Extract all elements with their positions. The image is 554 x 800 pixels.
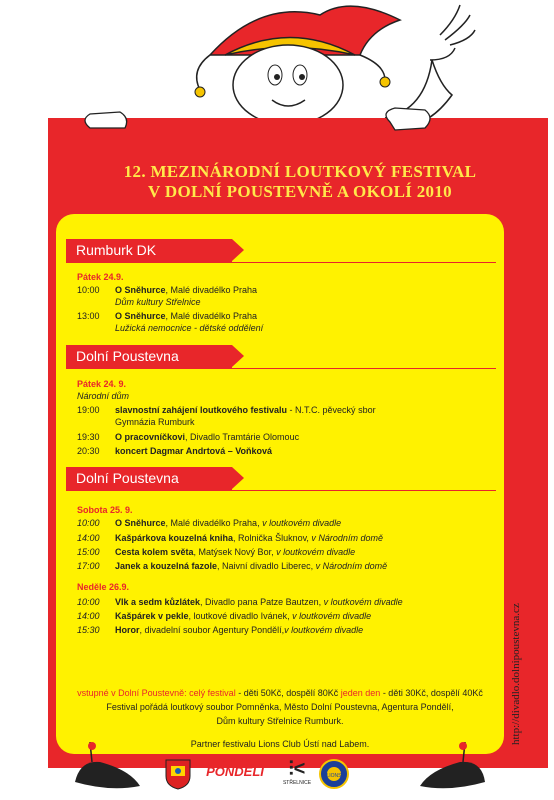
section-heading-dolni-poustevna-weekend: Dolní Poustevna bbox=[66, 467, 232, 490]
program-row bbox=[77, 532, 383, 544]
entry-full-price: - děti 50Kč, dospělí 80Kč bbox=[235, 688, 341, 698]
time: 19:30 bbox=[77, 432, 100, 442]
organizers-line-2: Dům kultury Střelnice Rumburk. bbox=[216, 716, 344, 726]
show-title: Vlk a sedm kůzlátek bbox=[115, 597, 201, 607]
agentura-pondeli-logo: AGENTURA PONDĚLÍ bbox=[206, 758, 264, 779]
program-row bbox=[77, 445, 272, 457]
show-detail: , Malé divadélko Praha bbox=[165, 311, 258, 321]
time: 10:00 bbox=[77, 597, 100, 607]
venue: Lužická nemocnice - dětské oddělení bbox=[115, 323, 264, 333]
hands-illustration bbox=[80, 100, 440, 140]
program-row bbox=[77, 546, 355, 558]
time: 14:00 bbox=[77, 611, 100, 621]
time: 13:00 bbox=[77, 311, 100, 321]
section-heading-rumburk: Rumburk DK bbox=[66, 239, 232, 262]
venue: Národní dům bbox=[77, 391, 130, 401]
program-row bbox=[77, 624, 363, 636]
show-title: O Sněhurce bbox=[115, 311, 166, 321]
time: 14:00 bbox=[77, 533, 100, 543]
show-detail: , divadelní soubor Agentury Pondělí, bbox=[139, 625, 285, 635]
time: 10:00 bbox=[77, 518, 100, 528]
time: 20:30 bbox=[77, 446, 100, 456]
town-coat-of-arms-logo bbox=[163, 758, 193, 790]
feet-illustration bbox=[70, 742, 490, 792]
show-title: koncert Dagmar Andrtová – Voňková bbox=[115, 446, 273, 456]
show-detail: , Naivní divadlo Liberec, bbox=[217, 561, 316, 571]
program-row bbox=[77, 404, 376, 416]
show-title: Horor bbox=[115, 625, 140, 635]
time: 17:00 bbox=[77, 561, 100, 571]
program-row bbox=[77, 284, 257, 296]
show-title: O Sněhurce bbox=[115, 285, 166, 295]
program-row bbox=[77, 517, 341, 529]
title-line-1: 12. MEZINÁRODNÍ LOUTKOVÝ FESTIVAL bbox=[123, 162, 477, 181]
divider bbox=[66, 262, 496, 263]
day-label: Neděle 26.9. bbox=[77, 582, 130, 592]
program-row bbox=[77, 431, 299, 443]
show-place: v loutkovém divadle bbox=[262, 518, 342, 528]
program-row bbox=[77, 310, 257, 322]
show-detail: , Matýsek Nový Bor, bbox=[193, 547, 277, 557]
show-detail: , Divadlo pana Patze Bautzen, bbox=[200, 597, 324, 607]
show-place: v loutkovém divadle bbox=[276, 547, 356, 557]
lions-club-logo bbox=[318, 758, 350, 790]
show-detail: , Rolnička Šluknov, bbox=[233, 533, 312, 543]
time: 19:00 bbox=[77, 405, 100, 415]
show-detail: - N.T.C. pěvecký sbor bbox=[287, 405, 376, 415]
svg-text:LIONS: LIONS bbox=[326, 773, 342, 779]
divider bbox=[66, 368, 496, 369]
show-detail: , Malé divadélko Praha, bbox=[165, 518, 263, 528]
show-detail: , loutkové divadlo Ivánek, bbox=[188, 611, 293, 621]
entry-prices bbox=[60, 686, 500, 700]
title-line-2: V DOLNÍ POUSTEVNĚ A OKOLÍ 2010 bbox=[148, 182, 452, 201]
program-row bbox=[77, 610, 371, 622]
show-title: O pracovníčkovi bbox=[115, 432, 186, 442]
show-detail: , Divadlo Tramtárie Olomouc bbox=[185, 432, 300, 442]
program-row bbox=[77, 560, 387, 572]
show-place: v loutkovém divadle bbox=[284, 625, 364, 635]
show-title: Cesta kolem světa bbox=[115, 547, 194, 557]
show-title: slavnostní zahájení loutkového festivalu bbox=[115, 405, 288, 415]
show-title: O Sněhurce bbox=[115, 518, 166, 528]
organizers-line-1: Festival pořádá loutkový soubor Pomněnka, Město Dolní Poustevna, Agentura Pondělí, bbox=[106, 702, 454, 712]
time: 15:00 bbox=[77, 547, 100, 557]
show-title: Kašpárkova kouzelná kniha bbox=[115, 533, 234, 543]
show-title: Janek a kouzelná fazole bbox=[115, 561, 218, 571]
divider bbox=[66, 490, 496, 491]
day-label: Sobota 25. 9. bbox=[77, 505, 133, 515]
show-place: v loutkovém divadle bbox=[323, 597, 403, 607]
partner-line: Partner festivalu Lions Club Ústí nad Labem. bbox=[190, 739, 370, 749]
show-place: v loutkovém divadle bbox=[292, 611, 372, 621]
day-label: Pátek 24.9. bbox=[77, 272, 124, 282]
entry-label: vstupné v Dolní Poustevně: celý festival bbox=[77, 688, 236, 698]
footer-info bbox=[60, 686, 500, 728]
strelnice-logo: ⫶< STŘELNICE bbox=[282, 758, 312, 786]
row-continuation: Gymnázia Rumburk bbox=[115, 417, 195, 427]
program-row bbox=[77, 596, 403, 608]
entry-day-price: - děti 30Kč, dospělí 40Kč bbox=[380, 688, 483, 698]
festival-title bbox=[60, 162, 540, 202]
venue: Dům kultury Střelnice bbox=[115, 297, 201, 307]
show-place: v Národním domě bbox=[311, 533, 383, 543]
time: 15:30 bbox=[77, 625, 100, 635]
show-place: v Národním domě bbox=[315, 561, 388, 571]
show-detail: , Malé divadélko Praha bbox=[165, 285, 258, 295]
section-heading-dolni-poustevna: Dolní Poustevna bbox=[66, 345, 232, 368]
entry-day-label: jeden den bbox=[340, 688, 381, 698]
day-label: Pátek 24. 9. bbox=[77, 379, 127, 389]
festival-url[interactable]: http://divadlo.dolnipoustevna.cz bbox=[510, 603, 522, 745]
show-title: Kašpárek v pekle bbox=[115, 611, 189, 621]
time: 10:00 bbox=[77, 285, 100, 295]
